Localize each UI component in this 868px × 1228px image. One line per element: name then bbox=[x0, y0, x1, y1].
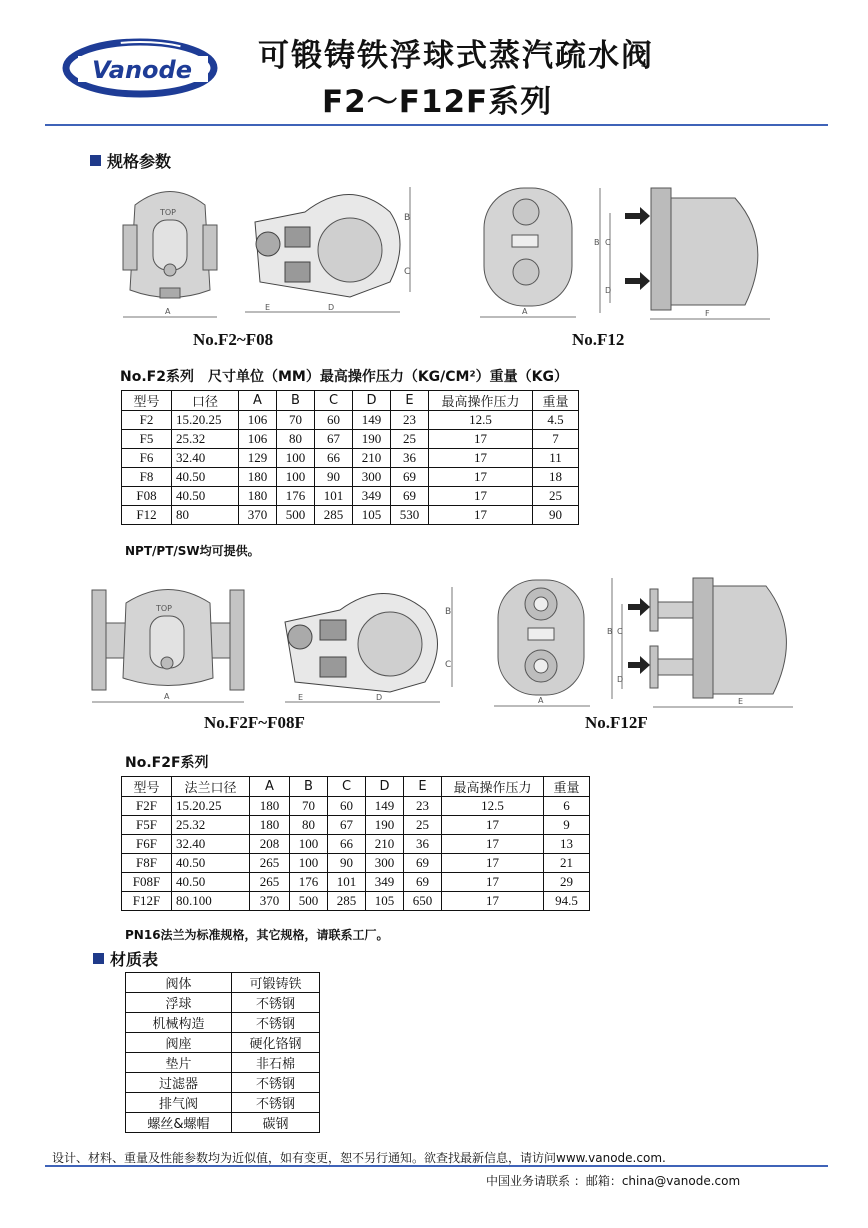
f12-front-drawing bbox=[478, 182, 578, 322]
col-header: 型号 bbox=[122, 777, 172, 797]
table-cell: 105 bbox=[353, 506, 391, 525]
col-header: E bbox=[391, 391, 429, 411]
table-cell: 32.40 bbox=[172, 449, 239, 468]
table-cell: 29 bbox=[544, 873, 590, 892]
table-cell: 208 bbox=[250, 835, 290, 854]
table-cell: F08F bbox=[122, 873, 172, 892]
materials-heading-text: 材质表 bbox=[110, 950, 159, 969]
table-cell: 349 bbox=[366, 873, 404, 892]
svg-text:C: C bbox=[617, 627, 623, 636]
f2f-front-drawing bbox=[88, 578, 248, 708]
table1-note: NPT/PT/SW均可提供。 bbox=[125, 544, 260, 558]
table-cell: F2F bbox=[122, 797, 172, 816]
table-cell: 12.5 bbox=[442, 797, 544, 816]
table-cell: 17 bbox=[429, 487, 533, 506]
table-cell: 370 bbox=[239, 506, 277, 525]
page-subtitle: F2～F12F系列 bbox=[322, 84, 553, 120]
table-cell: 40.50 bbox=[172, 854, 250, 873]
table-row bbox=[122, 468, 579, 487]
header-rule bbox=[45, 124, 828, 126]
table-cell: 180 bbox=[250, 816, 290, 835]
table-cell: 285 bbox=[315, 506, 353, 525]
table-cell: 32.40 bbox=[172, 835, 250, 854]
table-row bbox=[122, 873, 590, 892]
col-header: 法兰口径 bbox=[172, 777, 250, 797]
table-cell: 190 bbox=[353, 430, 391, 449]
table-cell: 40.50 bbox=[172, 873, 250, 892]
table-row bbox=[122, 835, 590, 854]
material-value: 不锈钢 bbox=[232, 1093, 320, 1113]
table-cell: 25.32 bbox=[172, 430, 239, 449]
table-cell: F5F bbox=[122, 816, 172, 835]
table-cell: 210 bbox=[366, 835, 404, 854]
table-cell: 17 bbox=[442, 816, 544, 835]
table-cell: 101 bbox=[328, 873, 366, 892]
table-row bbox=[122, 411, 579, 430]
svg-text:C: C bbox=[605, 238, 611, 247]
f12-side-drawing bbox=[595, 183, 775, 323]
svg-text:TOP: TOP bbox=[160, 208, 177, 217]
materials-row bbox=[126, 973, 320, 993]
svg-text:E: E bbox=[265, 303, 271, 312]
table-cell: F6 bbox=[122, 449, 172, 468]
table-cell: F12 bbox=[122, 506, 172, 525]
table-cell: 100 bbox=[290, 854, 328, 873]
table-cell: 176 bbox=[277, 487, 315, 506]
table-cell: 180 bbox=[250, 797, 290, 816]
table-cell: 15.20.25 bbox=[172, 411, 239, 430]
table-cell: 40.50 bbox=[172, 468, 239, 487]
material-value: 可锻铸铁 bbox=[232, 973, 320, 993]
table-cell: 80 bbox=[277, 430, 315, 449]
f12f-side-drawing bbox=[608, 574, 798, 714]
materials-table bbox=[125, 972, 320, 1133]
table-cell: 67 bbox=[328, 816, 366, 835]
table-header-row bbox=[122, 391, 579, 411]
table-cell: 190 bbox=[366, 816, 404, 835]
materials-row bbox=[126, 1093, 320, 1113]
table2-note: PN16法兰为标准规格，其它规格，请联系工厂。 bbox=[125, 928, 389, 942]
table-cell: F5 bbox=[122, 430, 172, 449]
material-part: 浮球 bbox=[126, 993, 232, 1013]
table-cell: 90 bbox=[533, 506, 579, 525]
col-header: 最高操作压力 bbox=[442, 777, 544, 797]
table-row bbox=[122, 892, 590, 911]
table-cell: 18 bbox=[533, 468, 579, 487]
svg-text:E: E bbox=[738, 697, 744, 706]
footer-contact: 中国业务请联系 ：邮箱：china@vanode.com bbox=[486, 1174, 741, 1188]
table-cell: 23 bbox=[391, 411, 429, 430]
table-cell: 9 bbox=[544, 816, 590, 835]
table1-title: No.F2系列 尺寸单位（MM）最高操作压力（KG/CM²）重量（KG） bbox=[120, 369, 568, 385]
f2-section-drawing bbox=[240, 182, 420, 327]
table-cell: F2 bbox=[122, 411, 172, 430]
table-cell: 17 bbox=[429, 468, 533, 487]
materials-row bbox=[126, 1033, 320, 1053]
svg-text:A: A bbox=[522, 307, 528, 316]
svg-text:B: B bbox=[607, 627, 613, 636]
table-cell: 13 bbox=[544, 835, 590, 854]
table-cell: 25 bbox=[391, 430, 429, 449]
table-cell: 300 bbox=[366, 854, 404, 873]
table-cell: 80.100 bbox=[172, 892, 250, 911]
material-value: 硬化铬钢 bbox=[232, 1033, 320, 1053]
table-row bbox=[122, 487, 579, 506]
table-cell: 40.50 bbox=[172, 487, 239, 506]
table-cell: 100 bbox=[277, 449, 315, 468]
table-cell: 500 bbox=[277, 506, 315, 525]
col-header: 重量 bbox=[533, 391, 579, 411]
table-cell: 69 bbox=[391, 468, 429, 487]
materials-row bbox=[126, 1013, 320, 1033]
table-cell: 4.5 bbox=[533, 411, 579, 430]
material-part: 垫片 bbox=[126, 1053, 232, 1073]
svg-text:TOP: TOP bbox=[156, 604, 173, 613]
table-cell: 36 bbox=[391, 449, 429, 468]
svg-text:A: A bbox=[538, 696, 544, 705]
col-header: 最高操作压力 bbox=[429, 391, 533, 411]
spec-table-f2 bbox=[121, 390, 579, 525]
svg-text:C: C bbox=[445, 660, 452, 670]
table-cell: 17 bbox=[442, 892, 544, 911]
f2-front-drawing bbox=[115, 180, 225, 325]
caption-f12f: No.F12F bbox=[585, 713, 648, 732]
table-row bbox=[122, 797, 590, 816]
vanode-logo bbox=[60, 30, 225, 102]
material-value: 不锈钢 bbox=[232, 1013, 320, 1033]
svg-text:D: D bbox=[328, 303, 335, 312]
table-cell: 129 bbox=[239, 449, 277, 468]
table-cell: 105 bbox=[366, 892, 404, 911]
table-cell: 69 bbox=[404, 873, 442, 892]
table-cell: 180 bbox=[239, 468, 277, 487]
svg-text:B: B bbox=[404, 213, 411, 223]
col-header: 重量 bbox=[544, 777, 590, 797]
spec-table-f2f bbox=[121, 776, 590, 911]
table-cell: 23 bbox=[404, 797, 442, 816]
svg-text:C: C bbox=[404, 267, 411, 277]
table-cell: 7 bbox=[533, 430, 579, 449]
table-cell: 149 bbox=[366, 797, 404, 816]
table-cell: 70 bbox=[277, 411, 315, 430]
f12f-front-drawing bbox=[492, 574, 592, 714]
svg-text:D: D bbox=[605, 286, 612, 295]
table-cell: 180 bbox=[239, 487, 277, 506]
table-cell: 69 bbox=[404, 854, 442, 873]
table-cell: 36 bbox=[404, 835, 442, 854]
bullet-square-icon bbox=[90, 155, 101, 166]
table-cell: 106 bbox=[239, 430, 277, 449]
table-row bbox=[122, 854, 590, 873]
materials-row bbox=[126, 1053, 320, 1073]
table-cell: 106 bbox=[239, 411, 277, 430]
col-header: C bbox=[328, 777, 366, 797]
table-cell: 300 bbox=[353, 468, 391, 487]
svg-text:A: A bbox=[164, 692, 170, 701]
table-cell: 101 bbox=[315, 487, 353, 506]
svg-text:D: D bbox=[376, 693, 383, 702]
material-part: 过滤器 bbox=[126, 1073, 232, 1093]
f2f-section-drawing bbox=[280, 582, 465, 712]
table-cell: 11 bbox=[533, 449, 579, 468]
svg-text:A: A bbox=[165, 307, 171, 316]
table-cell: 15.20.25 bbox=[172, 797, 250, 816]
table-cell: 25 bbox=[404, 816, 442, 835]
svg-text:D: D bbox=[617, 675, 624, 684]
materials-row bbox=[126, 1073, 320, 1093]
table-cell: 370 bbox=[250, 892, 290, 911]
table-cell: 25.32 bbox=[172, 816, 250, 835]
table-cell: 265 bbox=[250, 873, 290, 892]
table-cell: 94.5 bbox=[544, 892, 590, 911]
svg-text:E: E bbox=[298, 693, 304, 702]
col-header: 型号 bbox=[122, 391, 172, 411]
svg-text:B: B bbox=[445, 607, 452, 617]
table-cell: F12F bbox=[122, 892, 172, 911]
materials-row bbox=[126, 993, 320, 1013]
col-header: A bbox=[239, 391, 277, 411]
table-cell: 69 bbox=[391, 487, 429, 506]
table-cell: 17 bbox=[429, 430, 533, 449]
caption-f12: No.F12 bbox=[572, 330, 625, 349]
footer-disclaimer: 设计、材料、重量及性能参数均为近似值，如有变更，恕不另行通知。欲查找最新信息，请访问www.vanode.com. bbox=[52, 1151, 666, 1165]
spec-heading-text: 规格参数 bbox=[107, 152, 172, 171]
material-value: 不锈钢 bbox=[232, 993, 320, 1013]
material-part: 螺丝&螺帽 bbox=[126, 1113, 232, 1133]
material-value: 不锈钢 bbox=[232, 1073, 320, 1093]
table-cell: 60 bbox=[328, 797, 366, 816]
col-header: D bbox=[353, 391, 391, 411]
logo-text: Vanode bbox=[92, 56, 192, 84]
table-cell: 530 bbox=[391, 506, 429, 525]
bullet-square-icon bbox=[93, 953, 104, 964]
table-cell: 210 bbox=[353, 449, 391, 468]
table-cell: 6 bbox=[544, 797, 590, 816]
table-cell: 70 bbox=[290, 797, 328, 816]
table-cell: 265 bbox=[250, 854, 290, 873]
table-cell: 149 bbox=[353, 411, 391, 430]
table-cell: 650 bbox=[404, 892, 442, 911]
table-cell: F08 bbox=[122, 487, 172, 506]
table-cell: 66 bbox=[315, 449, 353, 468]
table-cell: 176 bbox=[290, 873, 328, 892]
svg-text:F: F bbox=[705, 309, 710, 318]
material-value: 非石棉 bbox=[232, 1053, 320, 1073]
spec-heading bbox=[90, 149, 171, 172]
table-cell: 285 bbox=[328, 892, 366, 911]
table-cell: 67 bbox=[315, 430, 353, 449]
material-value: 碳钢 bbox=[232, 1113, 320, 1133]
table-cell: 90 bbox=[328, 854, 366, 873]
table-cell: F8F bbox=[122, 854, 172, 873]
col-header: C bbox=[315, 391, 353, 411]
col-header: D bbox=[366, 777, 404, 797]
table-row bbox=[122, 449, 579, 468]
table-cell: F6F bbox=[122, 835, 172, 854]
footer-rule bbox=[45, 1165, 828, 1167]
table-cell: 66 bbox=[328, 835, 366, 854]
table-cell: 80 bbox=[172, 506, 239, 525]
svg-text:B: B bbox=[594, 238, 600, 247]
caption-f2: No.F2~F08 bbox=[193, 330, 274, 349]
col-header: 口径 bbox=[172, 391, 239, 411]
page-title: 可锻铸铁浮球式蒸汽疏水阀 bbox=[258, 38, 654, 74]
table-cell: 500 bbox=[290, 892, 328, 911]
table-cell: 60 bbox=[315, 411, 353, 430]
table-cell: 100 bbox=[277, 468, 315, 487]
material-part: 阀座 bbox=[126, 1033, 232, 1053]
col-header: B bbox=[290, 777, 328, 797]
table-cell: 17 bbox=[429, 449, 533, 468]
material-part: 机械构造 bbox=[126, 1013, 232, 1033]
table-row bbox=[122, 506, 579, 525]
table-row bbox=[122, 430, 579, 449]
material-part: 阀体 bbox=[126, 973, 232, 993]
table-header-row bbox=[122, 777, 590, 797]
table-cell: 349 bbox=[353, 487, 391, 506]
table-cell: F8 bbox=[122, 468, 172, 487]
table-cell: 80 bbox=[290, 816, 328, 835]
table-cell: 25 bbox=[533, 487, 579, 506]
table-cell: 12.5 bbox=[429, 411, 533, 430]
col-header: B bbox=[277, 391, 315, 411]
table-cell: 17 bbox=[442, 873, 544, 892]
caption-f2f: No.F2F~F08F bbox=[204, 713, 305, 732]
material-part: 排气阀 bbox=[126, 1093, 232, 1113]
materials-heading bbox=[93, 947, 158, 970]
col-header: E bbox=[404, 777, 442, 797]
table-cell: 90 bbox=[315, 468, 353, 487]
table-cell: 21 bbox=[544, 854, 590, 873]
col-header: A bbox=[250, 777, 290, 797]
table-row bbox=[122, 816, 590, 835]
table-cell: 17 bbox=[442, 835, 544, 854]
table-cell: 17 bbox=[429, 506, 533, 525]
table-cell: 100 bbox=[290, 835, 328, 854]
table2-title: No.F2F系列 bbox=[125, 755, 209, 771]
materials-row bbox=[126, 1113, 320, 1133]
table-cell: 17 bbox=[442, 854, 544, 873]
